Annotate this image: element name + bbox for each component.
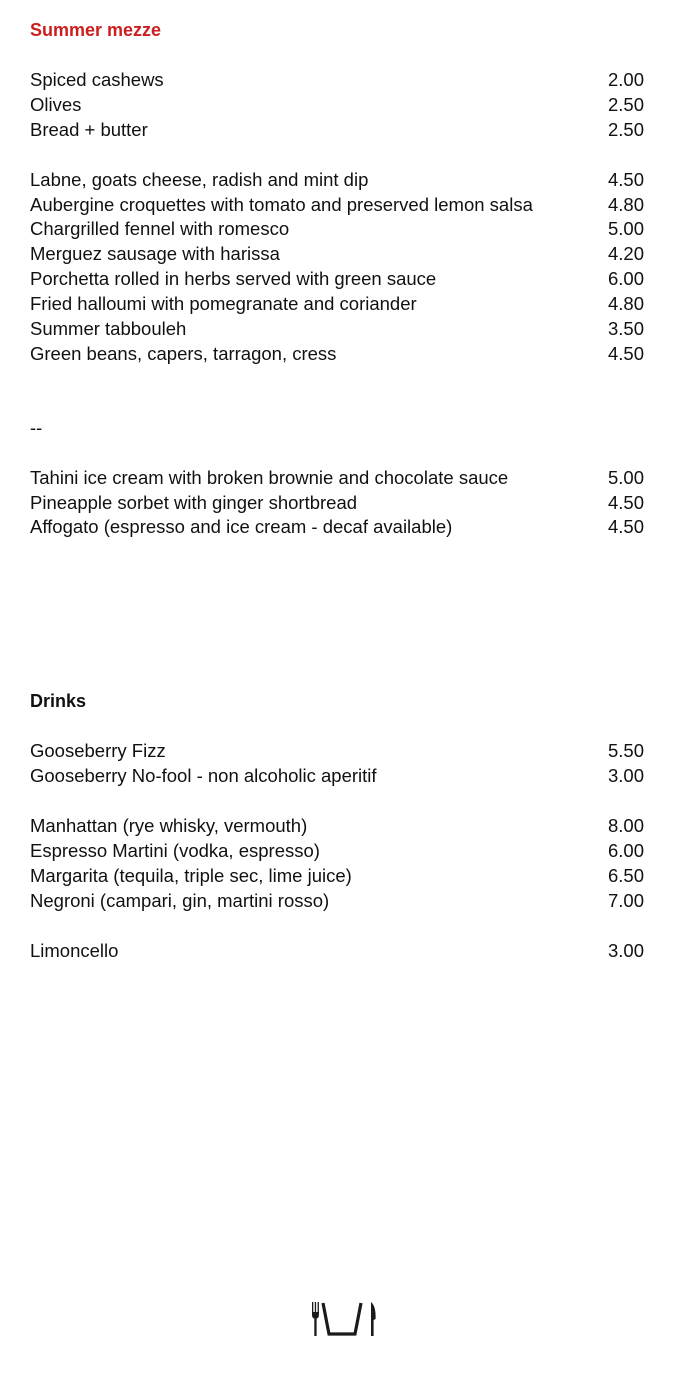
item-price: 5.00 (607, 466, 644, 488)
item-name: Gooseberry Fizz (30, 740, 166, 762)
item-price: 4.80 (607, 293, 644, 315)
item-price: 2.50 (607, 93, 644, 115)
menu-item (30, 242, 648, 267)
item-price: 4.50 (607, 168, 644, 190)
mezze-section-title: Summer mezze (30, 20, 162, 40)
spacer (30, 43, 648, 68)
item-price: 4.50 (607, 342, 644, 364)
desserts-list (30, 466, 648, 541)
item-price: 8.00 (607, 815, 644, 837)
menu-item (30, 515, 648, 540)
spacer (30, 367, 648, 416)
menu-item (30, 889, 648, 914)
mezze-dishes-list (30, 168, 648, 367)
menu-document (30, 18, 648, 964)
menu-item (30, 118, 648, 143)
spacer (30, 714, 648, 739)
spacer (30, 441, 648, 466)
mezze-snacks-list (30, 68, 648, 143)
item-price: 4.20 (607, 243, 644, 265)
menu-item (30, 466, 648, 491)
item-price: 5.50 (607, 740, 644, 762)
item-name: Porchetta rolled in herbs served with green sauce (30, 268, 437, 290)
menu-item (30, 939, 648, 964)
drinks-cocktails-list (30, 814, 648, 914)
item-price: 6.00 (607, 268, 644, 290)
menu-item (30, 68, 648, 93)
menu-item (30, 491, 648, 516)
item-name: Margarita (tequila, triple sec, lime juice) (30, 864, 352, 886)
menu-item (30, 764, 648, 789)
item-name: Aubergine croquettes with tomato and preserved lemon salsa (30, 193, 533, 215)
item-name: Chargrilled fennel with romesco (30, 218, 290, 240)
item-price: 6.50 (607, 864, 644, 886)
drinks-digestif-list (30, 939, 648, 964)
item-name: Fried halloumi with pomegranate and coriander (30, 293, 417, 315)
item-price: 6.00 (607, 840, 644, 862)
item-name: Affogato (espresso and ice cream - decaf available) (30, 516, 453, 538)
item-name: Limoncello (30, 939, 119, 961)
menu-item (30, 168, 648, 193)
item-name: Labne, goats cheese, radish and mint dip (30, 168, 369, 190)
menu-item (30, 739, 648, 764)
item-price: 4.80 (607, 193, 644, 215)
spacer (30, 143, 648, 168)
menu-item (30, 217, 648, 242)
menu-item (30, 342, 648, 367)
menu-item (30, 267, 648, 292)
item-price: 5.00 (607, 218, 644, 240)
spacer (30, 640, 648, 689)
menu-item (30, 317, 648, 342)
menu-item (30, 193, 648, 218)
item-price: 2.50 (607, 118, 644, 140)
item-price: 2.00 (607, 69, 644, 90)
menu-item (30, 93, 648, 118)
fork-bowl-knife-icon (309, 1300, 383, 1344)
section-separator: -- (30, 416, 43, 438)
item-name: Bread + butter (30, 118, 148, 140)
item-name: Summer tabbouleh (30, 318, 187, 340)
item-name: Tahini ice cream with broken brownie and chocolate sauce (30, 466, 509, 488)
menu-item (30, 864, 648, 889)
item-name: Merguez sausage with harissa (30, 243, 280, 265)
drinks-aperitif-list (30, 739, 648, 789)
item-name: Spiced cashews (30, 69, 164, 90)
menu-item (30, 814, 648, 839)
menu-item (30, 839, 648, 864)
menu-item (30, 292, 648, 317)
item-price: 4.50 (607, 516, 644, 538)
item-price: 7.00 (607, 889, 644, 911)
item-price: 4.50 (607, 491, 644, 513)
drinks-section-title: Drinks (30, 691, 87, 712)
item-name: Espresso Martini (vodka, espresso) (30, 840, 320, 862)
item-name: Gooseberry No-fool - non alcoholic aperitif (30, 765, 377, 787)
item-price: 3.00 (607, 939, 644, 961)
item-name: Olives (30, 93, 82, 115)
item-name: Green beans, capers, tarragon, cress (30, 342, 337, 364)
item-name: Pineapple sorbet with ginger shortbread (30, 491, 358, 513)
item-price: 3.50 (607, 318, 644, 340)
spacer (30, 540, 648, 640)
item-price: 3.00 (607, 765, 644, 787)
item-name: Negroni (campari, gin, martini rosso) (30, 889, 330, 911)
spacer (30, 914, 648, 939)
item-name: Manhattan (rye whisky, vermouth) (30, 815, 308, 837)
spacer (30, 789, 648, 814)
